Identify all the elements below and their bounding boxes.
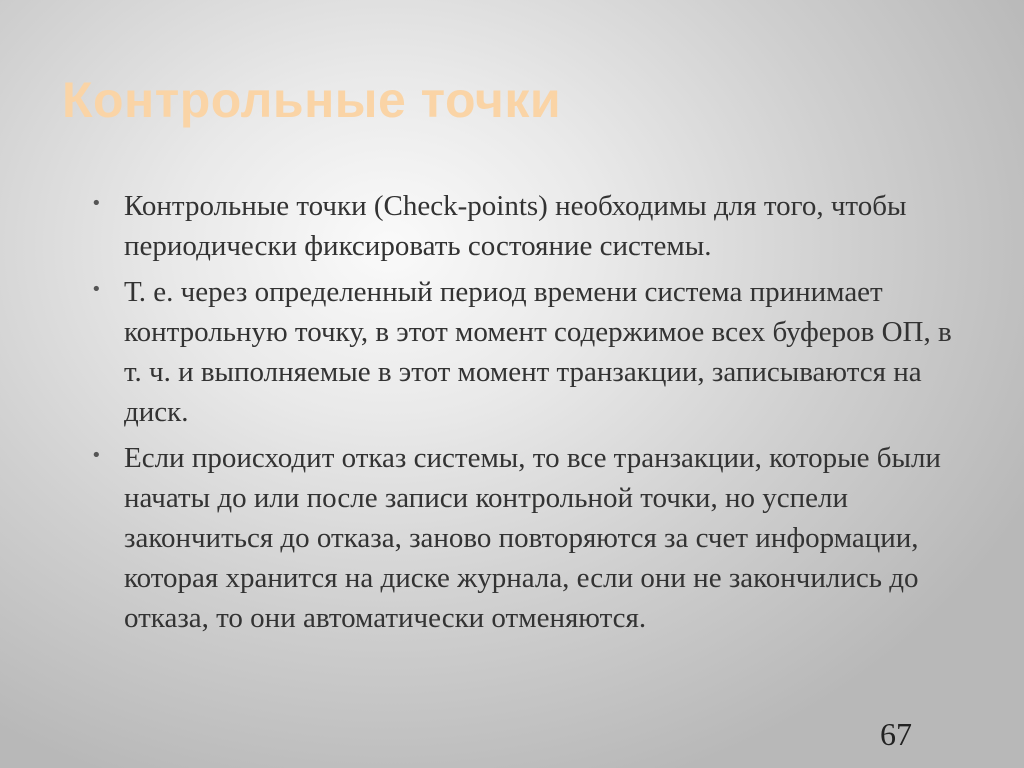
bullet-text: Контрольные точки (Check-points) необходимы для того, чтобы периодически фиксировать состояние системы. xyxy=(124,190,907,262)
page-number: 67 xyxy=(880,716,912,752)
bullet-item-2 xyxy=(85,272,955,432)
bullet-text: Т. е. через определенный период времени система принимает контрольную точку, в этот момент содержимое всех буферов ОП, в т. ч. и выполняемые в этот момент транзакции, записываются на диск. xyxy=(124,276,952,428)
bullet-text: Если происходит отказ системы, то все транзакции, которые были начаты до или после записи контрольной точки, но успели закончиться до отказа, заново повторяются за счет информации, которая хранится на диске журнала, если они не закончились до отказа, то они автоматически отменяются. xyxy=(124,442,941,634)
bullet-item-3 xyxy=(85,438,955,638)
bullet-icon: • xyxy=(91,279,102,300)
bullet-icon: • xyxy=(91,193,102,214)
slide-title: Контрольные точки xyxy=(62,72,562,128)
bullet-list xyxy=(85,186,955,644)
bullet-item-1 xyxy=(85,186,955,266)
bullet-icon: • xyxy=(91,445,102,466)
